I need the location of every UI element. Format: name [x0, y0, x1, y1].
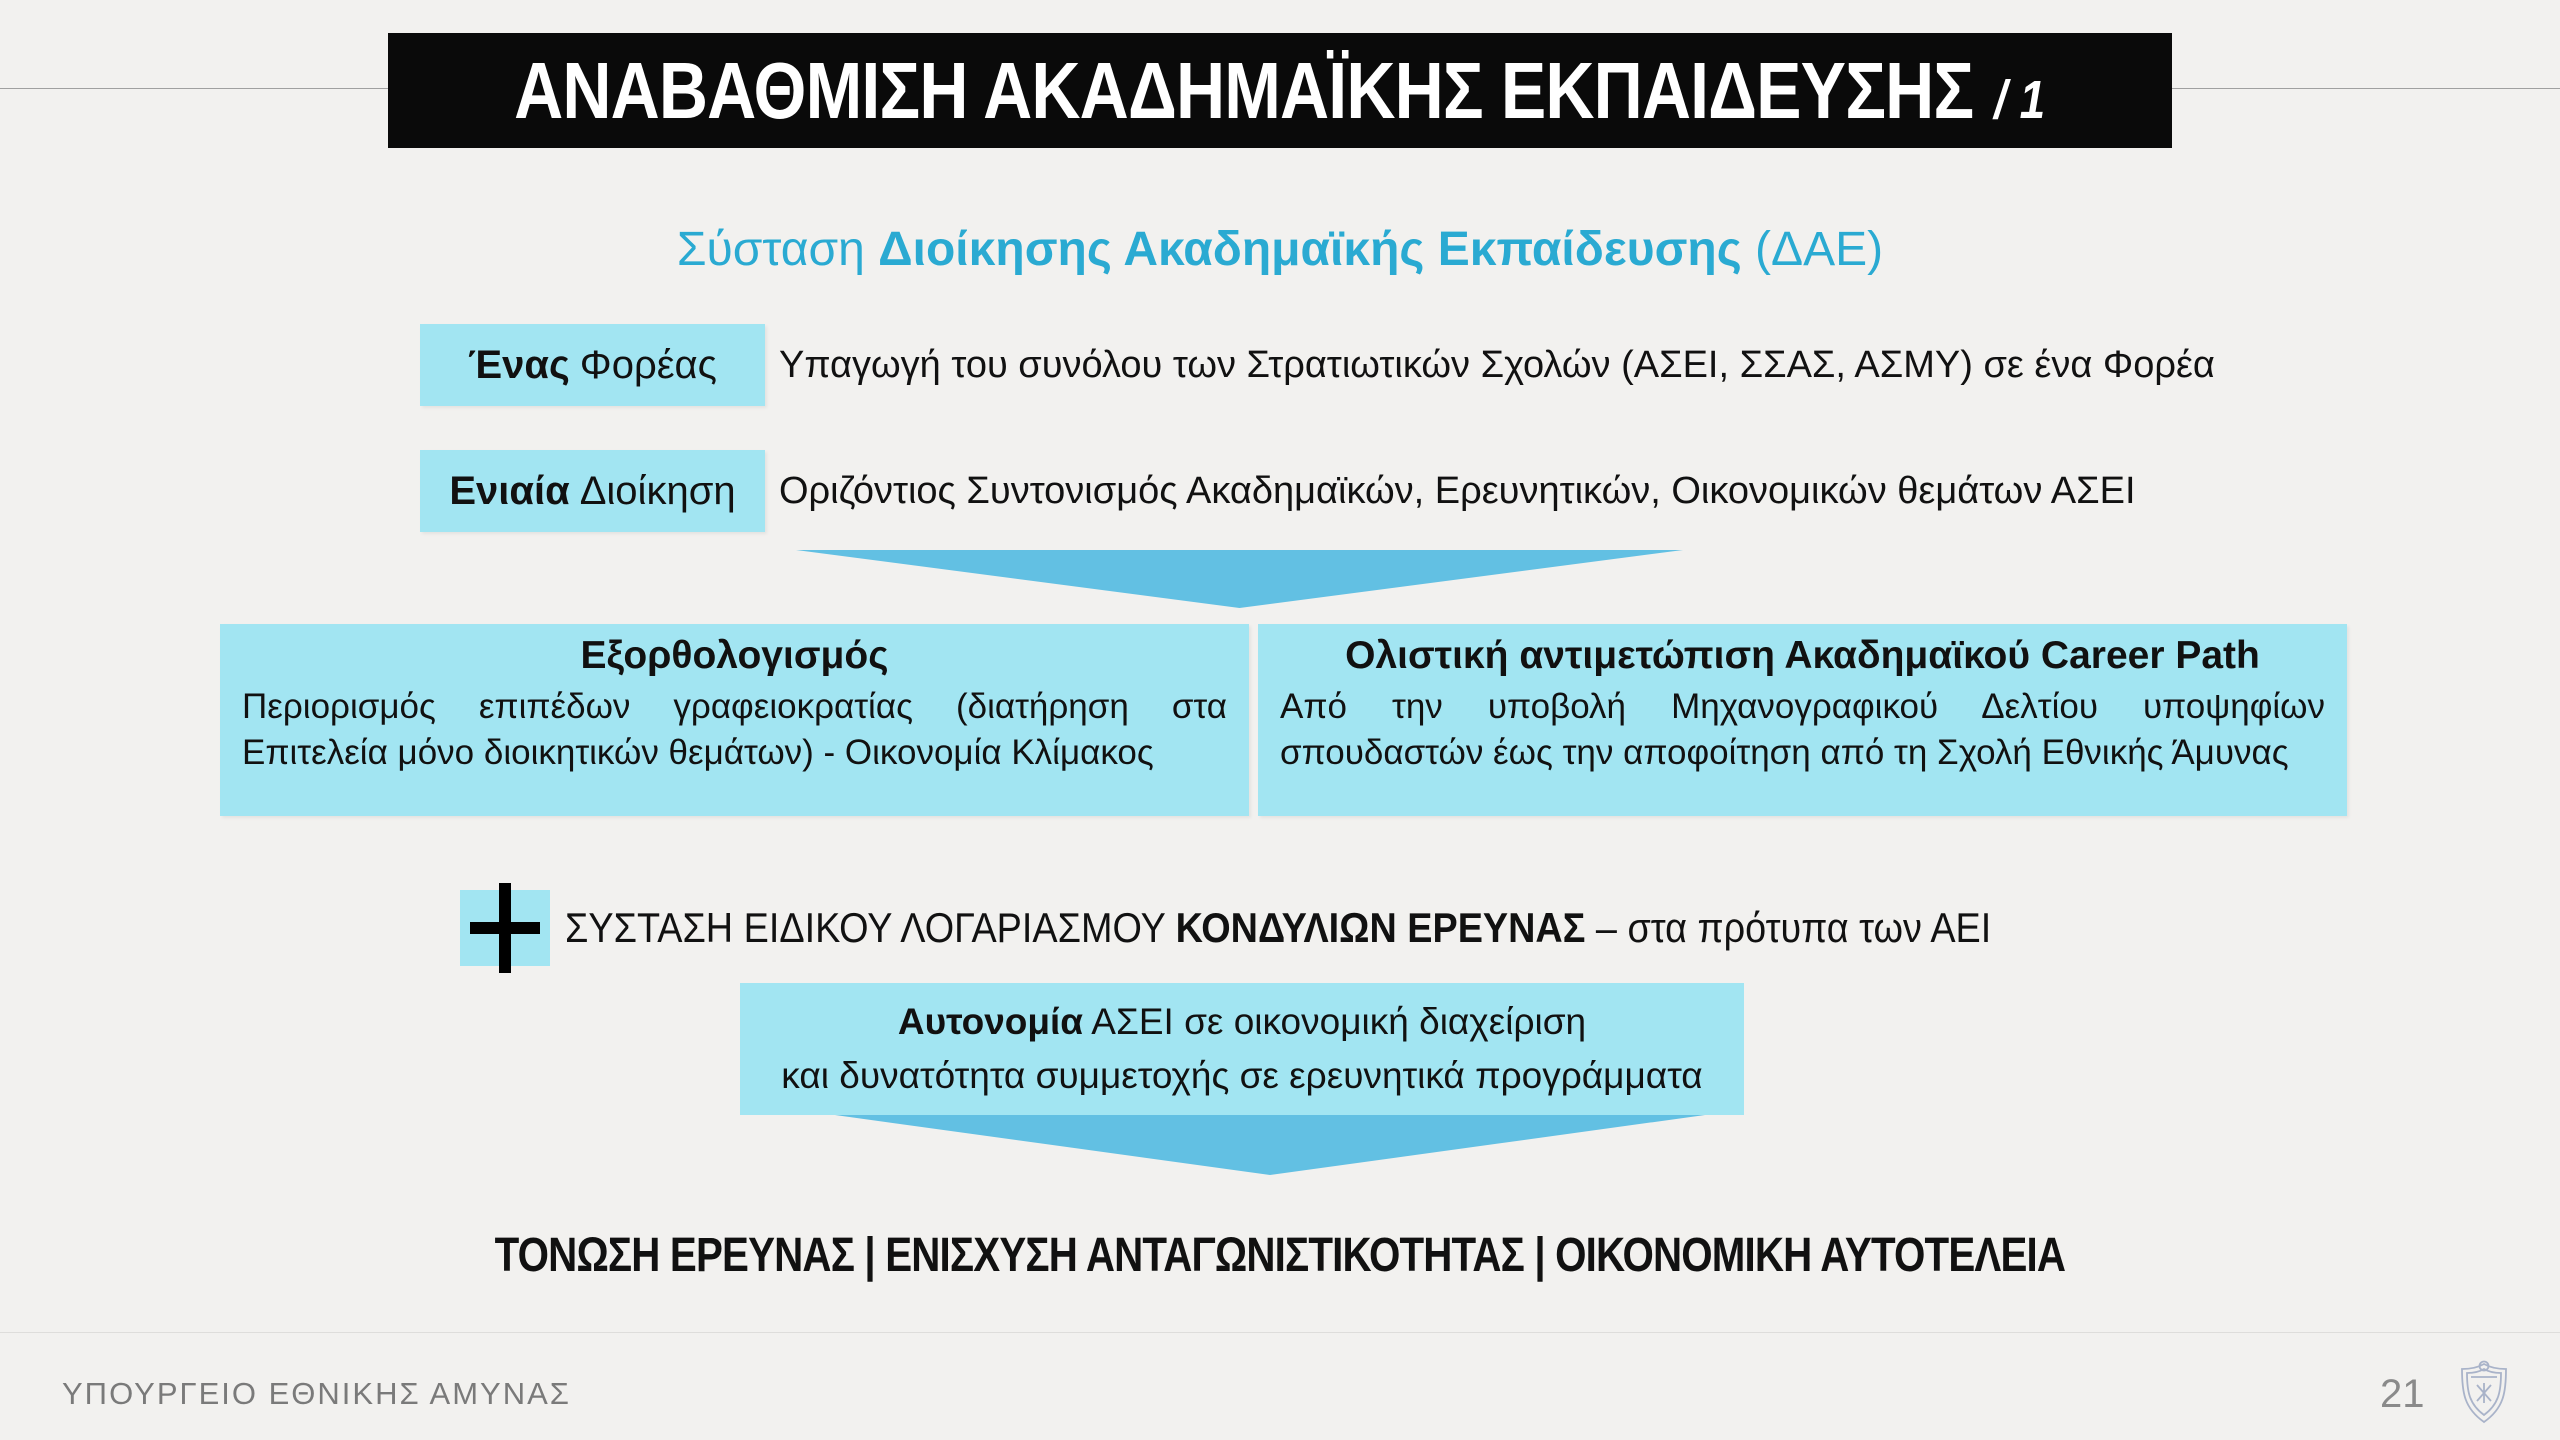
row-description: Οριζόντιος Συντονισμός Ακαδημαϊκών, Ερευνητικών, Οικονομικών θεμάτων ΑΣΕΙ — [779, 469, 2136, 512]
page-number: 21 — [2380, 1372, 2425, 1416]
subtitle-bold: Διοίκησης Ακαδημαϊκής Εκπαίδευσης — [878, 223, 1742, 276]
box-career-path — [1258, 624, 2347, 816]
plus-row-text — [565, 890, 2150, 966]
box-body: Από την υποβολή Μηχανογραφικού Δελτίου υποψηφίων σπουδαστών έως την αποφοίτηση από τη Σχολή Εθνικής Άμυνας — [1280, 687, 2325, 773]
label-rest: Φορέας — [579, 342, 717, 387]
subtitle-suffix: (ΔΑΕ) — [1741, 223, 1884, 276]
plus-text-bold: ΚΟΝΔΥΛΙΩΝ ΕΡΕΥΝΑΣ — [1175, 904, 1586, 951]
autonomy-line1-bold: Αυτονομία — [897, 1001, 1084, 1043]
subtitle-prefix: Σύσταση — [676, 223, 879, 276]
box-rationalization — [220, 624, 1249, 816]
box-body: Περιορισμός επιπέδων γραφειοκρατίας (διατήρηση στα Επιτελεία μόνο διοικητικών θεμάτων) - Οικονομία Κλίμακος — [242, 687, 1227, 773]
down-arrow-icon — [835, 1115, 1705, 1175]
plus-icon — [460, 890, 550, 966]
page-title — [514, 45, 2045, 137]
subtitle — [0, 222, 2560, 277]
label-box-one-entity — [420, 324, 765, 406]
box-title: Ολιστική αντιμετώπιση Ακαδημαϊκού Career Path — [1345, 634, 2260, 677]
label-bold: Ένας — [468, 342, 570, 387]
label-bold: Ενιαία — [449, 468, 570, 513]
title-bar — [388, 33, 2172, 148]
footer-ministry-label: ΥΠΟΥΡΓΕΙΟ ΕΘΝΙΚΗΣ ΑΜΥΝΑΣ — [62, 1376, 571, 1411]
plus-text-suffix: – στα πρότυπα των ΑΕΙ — [1585, 904, 1992, 951]
box-autonomy — [740, 983, 1744, 1115]
box-title: Εξορθολογισμός — [580, 634, 889, 677]
footer-divider-line — [0, 1332, 2560, 1333]
conclusion-line — [0, 1228, 2560, 1283]
plus-text-regular: ΣΥΣΤΑΣΗ ΕΙΔΙΚΟΥ ΛΟΓΑΡΙΑΣΜΟΥ — [565, 904, 1176, 951]
autonomy-line1 — [898, 995, 1586, 1049]
label-rest: Διοίκηση — [579, 468, 736, 513]
page-title-suffix: / 1 — [1994, 69, 2046, 130]
ministry-shield-logo-icon — [2458, 1358, 2510, 1426]
page-title-text: ΑΝΑΒΑΘΜΙΣΗ ΑΚΑΔΗΜΑΪΚΗΣ ΕΚΠΑΙΔΕΥΣΗΣ — [514, 45, 1974, 135]
autonomy-line1-rest: ΑΣΕΙ σε οικονομική διαχείριση — [1083, 1001, 1587, 1043]
autonomy-line2: και δυνατότητα συμμετοχής σε ερευνητικά προγράμματα — [781, 1055, 1703, 1096]
down-arrow-icon — [796, 550, 1683, 608]
conclusion-text: ΤΟΝΩΣΗ ΕΡΕΥΝΑΣ | ΕΝΙΣΧΥΣΗ ΑΝΤΑΓΩΝΙΣΤΙΚΟΤΗΤΑΣ | ΟΙΚΟΝΟΜΙΚΗ ΑΥΤΟΤΕΛΕΙΑ — [494, 1229, 2066, 1282]
row-description: Υπαγωγή του συνόλου των Στρατιωτικών Σχολών (ΑΣΕΙ, ΣΣΑΣ, ΑΣΜΥ) σε ένα Φορέα — [779, 343, 2215, 386]
label-box-unified-administration — [420, 450, 765, 532]
